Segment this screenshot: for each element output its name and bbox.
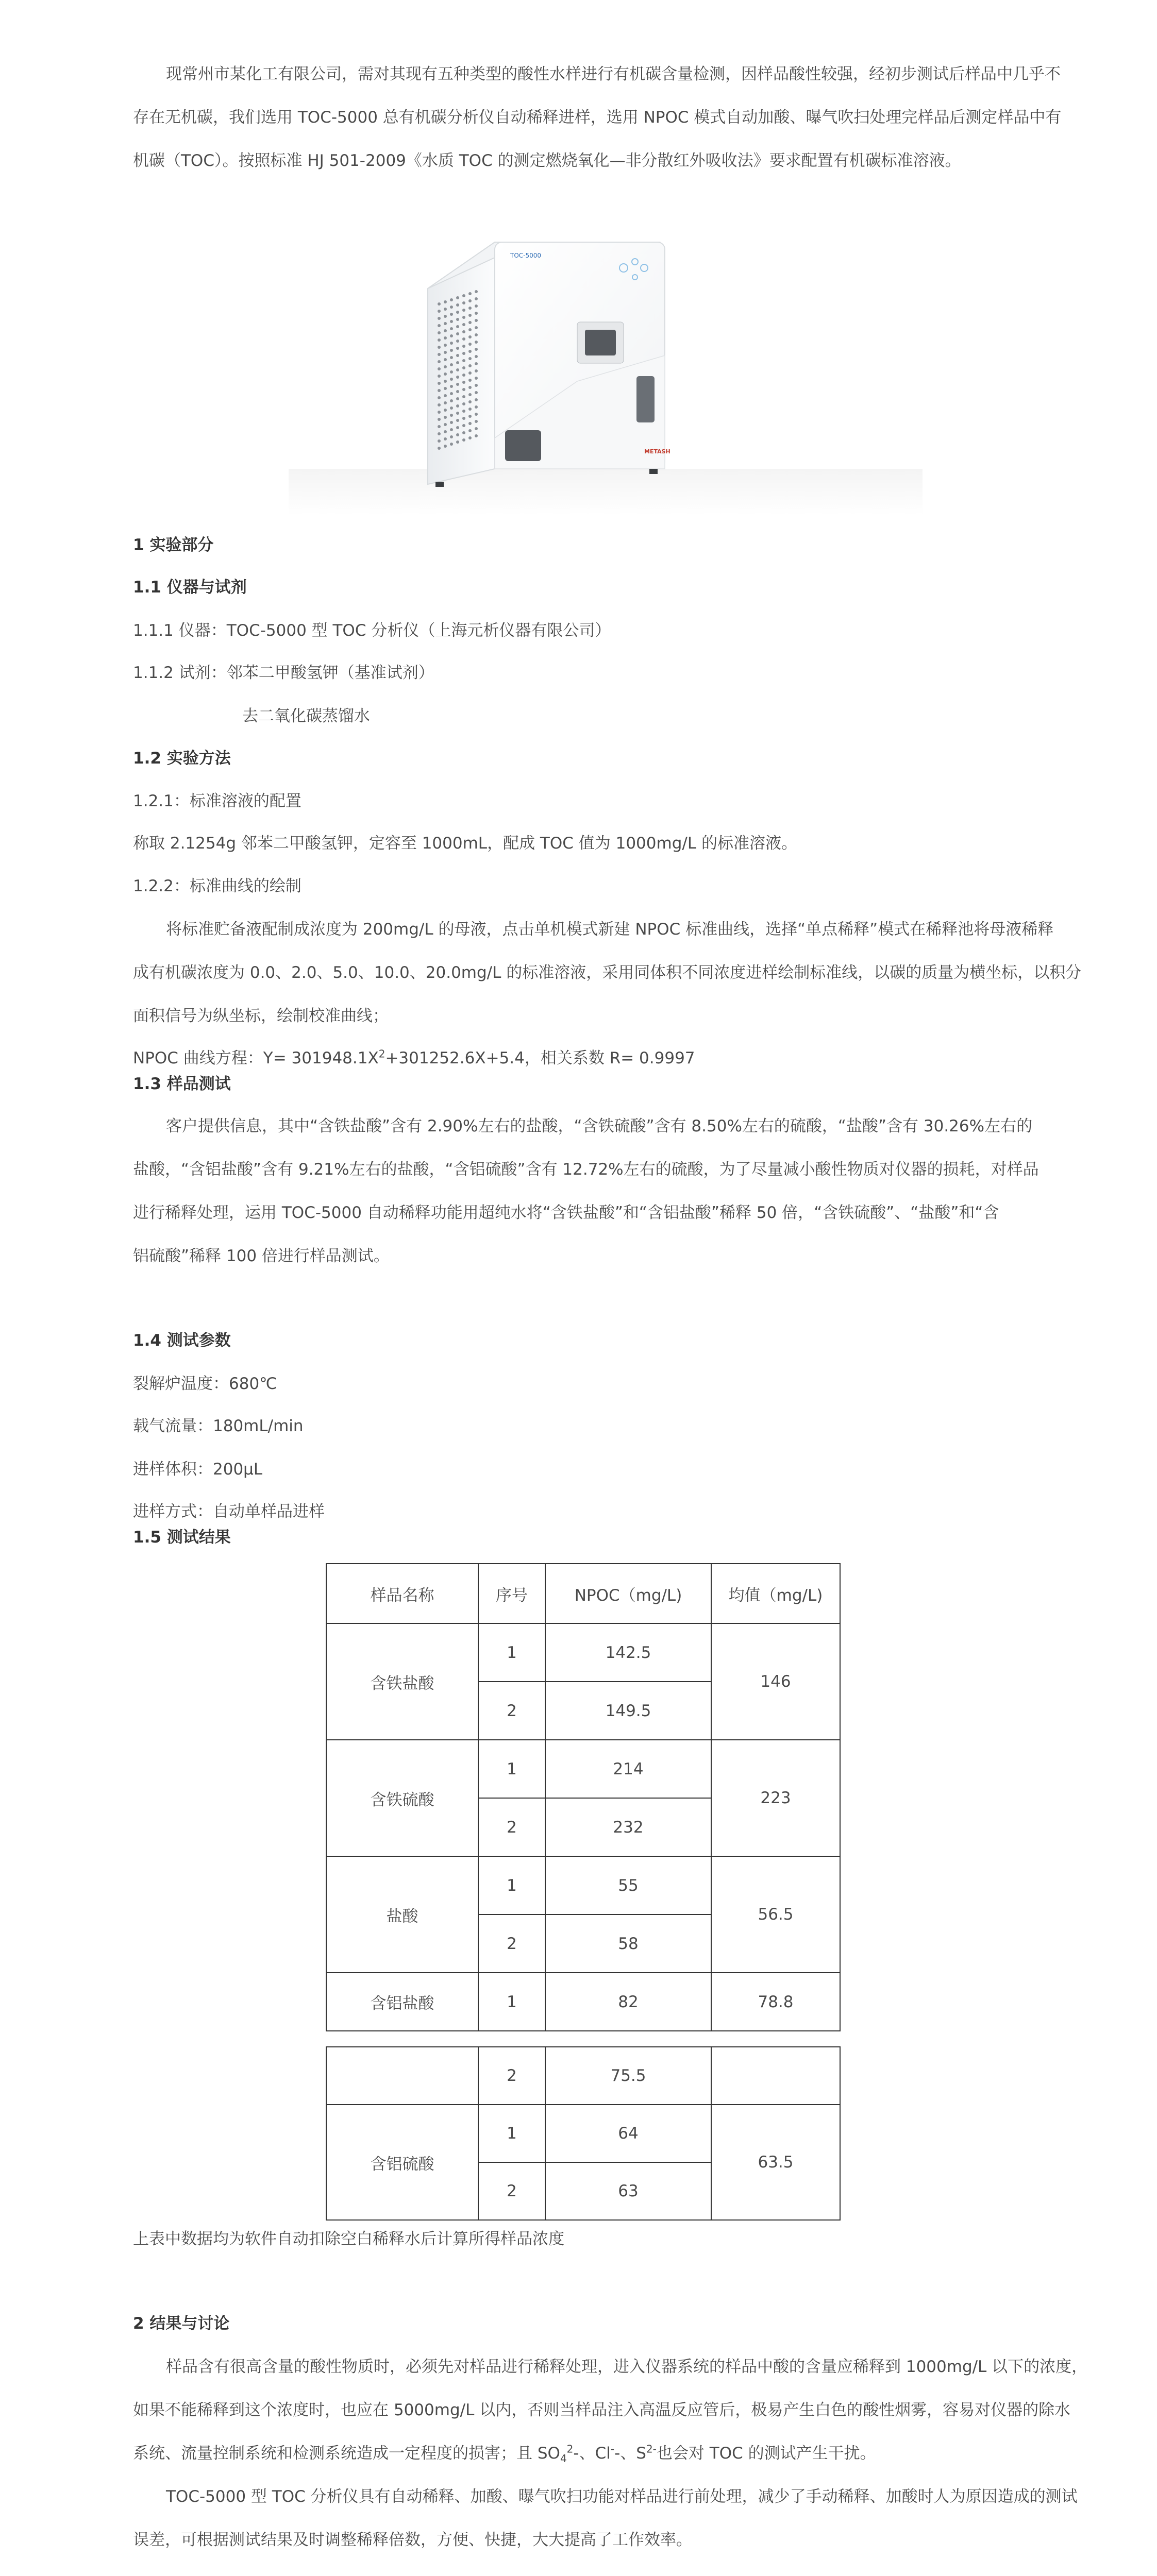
- npoc-cell: 63: [545, 2162, 711, 2220]
- mean-cell: 78.8: [711, 1973, 840, 2031]
- table-row: [326, 1856, 840, 1914]
- sample-name-cell: 盐酸: [326, 1856, 478, 1973]
- results-table-1: [326, 1563, 841, 2031]
- param-injection-mode: 进样方式：自动单样品进样: [133, 1502, 325, 1521]
- index-cell: 2: [478, 2047, 545, 2105]
- results-table-2: [326, 2046, 841, 2221]
- sample-para-line-1: 客户提供信息，其中“含铁盐酸”含有 2.90%左右的盐酸，“含铁硫酸”含有 8.50%左右的硫酸，“盐酸”含有 30.26%左右的: [166, 1117, 1033, 1136]
- index-cell: 1: [478, 2105, 545, 2162]
- npoc-cell: 232: [545, 1798, 711, 1856]
- heading-1: 1 实验部分: [133, 536, 214, 554]
- table-row: [326, 2047, 840, 2105]
- heading-1-5: 1.5 测试结果: [133, 1528, 231, 1547]
- heading-2: 2 结果与讨论: [133, 2314, 230, 2333]
- index-cell: 1: [478, 1856, 545, 1914]
- param-injection-volume: 进样体积：200μL: [133, 1460, 263, 1479]
- npoc-cell: 58: [545, 1914, 711, 1973]
- curve-para-line-3: 面积信号为纵坐标，绘制校准曲线；: [133, 1007, 389, 1025]
- index-cell: 2: [478, 1798, 545, 1856]
- index-cell: 1: [478, 1973, 545, 2031]
- discussion-para-1-line-2: 如果不能稀释到这个浓度时，也应在 5000mg/L 以内，否则当样品注入高温反应管后，极易产生白色的酸性烟雾，容易对仪器的除水: [133, 2401, 1071, 2419]
- table-row: [326, 1973, 840, 2031]
- discussion-para-2-line-2: 误差，可根据测试结果及时调整稀释倍数，方便、快捷，大大提高了工作效率。: [133, 2531, 692, 2549]
- index-cell: 1: [478, 1623, 545, 1682]
- header-npoc: NPOC（mg/L): [545, 1564, 711, 1623]
- table-row: [326, 1623, 840, 1682]
- sample-name-cell: 含铝盐酸: [326, 1973, 478, 2031]
- index-cell: 2: [478, 2162, 545, 2220]
- mean-cell: 63.5: [711, 2105, 840, 2220]
- index-cell: 2: [478, 1682, 545, 1740]
- sample-name-cell: 含铁硫酸: [326, 1740, 478, 1856]
- sample-name-cell: 含铝硫酸: [326, 2105, 478, 2220]
- header-index: 序号: [478, 1564, 545, 1623]
- curve-para-line-1: 将标准贮备液配制成浓度为 200mg/L 的母液，点击单机模式新建 NPOC 标准曲线，选择“单点稀释”模式在稀释池将母液稀释: [166, 920, 1054, 939]
- svg-text:TOC-5000: TOC-5000: [510, 252, 542, 259]
- item-1-2-1: 1.2.1：标准溶液的配置: [133, 792, 301, 810]
- npoc-cell: 214: [545, 1740, 711, 1798]
- table-note: 上表中数据均为软件自动扣除空白稀释水后计算所得样品浓度: [133, 2230, 564, 2248]
- index-cell: 1: [478, 1740, 545, 1798]
- sample-name-cell: [326, 2047, 478, 2105]
- mean-cell: 56.5: [711, 1856, 840, 1973]
- npoc-cell: 149.5: [545, 1682, 711, 1740]
- discussion-para-1-line-3: 系统、流量控制系统和检测系统造成一定程度的损害；且 $SO_4^2-$、Cl--、$S^{2-}$也会对 TOC 的测试产生干扰。: [133, 2443, 876, 2465]
- toc-analyzer-image: [289, 227, 923, 515]
- curve-para-line-2: 成有机碳浓度为 0.0、2.0、5.0、10.0、20.0mg/L 的标准溶液，采用同体积不同浓度进样绘制标准线，以碳的质量为横坐标，以积分: [133, 963, 1082, 982]
- item-1-2-2: 1.2.2：标准曲线的绘制: [133, 877, 301, 895]
- discussion-para-1-line-1: 样品含有很高含量的酸性物质时，必须先对样品进行稀释处理，进入仪器系统的样品中酸的含量应稀释到 1000mg/L 以下的浓度，: [166, 2358, 1088, 2376]
- header-sample-name: 样品名称: [326, 1564, 478, 1623]
- header-mean: 均值（mg/L): [711, 1564, 840, 1623]
- npoc-cell: 142.5: [545, 1623, 711, 1682]
- discussion-para-2-line-1: TOC-5000 型 TOC 分析仪具有自动稀释、加酸、曝气吹扫功能对样品进行前处理，减少了手动稀释、加酸时人为原因造成的测试: [166, 2487, 1078, 2506]
- table-header-row: [326, 1564, 840, 1623]
- npoc-cell: 75.5: [545, 2047, 711, 2105]
- item-1-1-1: 1.1.1 仪器：TOC-5000 型 TOC 分析仪（上海元析仪器有限公司）: [133, 621, 611, 640]
- heading-1-3: 1.3 样品测试: [133, 1075, 231, 1093]
- param-carrier-flow: 载气流量：180mL/min: [133, 1417, 304, 1435]
- sample-para-line-4: 铝硫酸”稀释 100 倍进行样品测试。: [133, 1247, 390, 1265]
- sample-para-line-3: 进行稀释处理，运用 TOC-5000 自动稀释功能用超纯水将“含铁盐酸”和“含铝盐酸”稀释 50 倍，“含铁硫酸”、“盐酸”和“含: [133, 1204, 999, 1222]
- intro-line-3: 机碳（TOC）。按照标准 HJ 501-2009《水质 TOC 的测定燃烧氧化—非分散红外吸收法》要求配置有机碳标准溶液。: [133, 151, 961, 170]
- curve-equation: NPOC 曲线方程：$Y= 301948.1X^2+301252.6X+5.4$，相关系数 R= 0.9997: [133, 1047, 695, 1067]
- table-row: [326, 2105, 840, 2162]
- intro-line-1: 现常州市某化工有限公司，需对其现有五种类型的酸性水样进行有机碳含量检测，因样品酸性较强，经初步测试后样品中几乎不: [166, 65, 1061, 83]
- svg-text:METASH: METASH: [644, 448, 670, 455]
- heading-1-4: 1.4 测试参数: [133, 1331, 231, 1350]
- sample-name-cell: 含铁盐酸: [326, 1623, 478, 1740]
- npoc-cell: 82: [545, 1973, 711, 2031]
- item-1-2-1-text: 称取 2.1254g 邻苯二甲酸氢钾，定容至 1000mL，配成 TOC 值为 1000mg/L 的标准溶液。: [133, 834, 797, 853]
- index-cell: 2: [478, 1914, 545, 1973]
- table-row: [326, 1740, 840, 1798]
- item-1-1-2: 1.1.2 试剂：邻苯二甲酸氢钾（基准试剂）: [133, 664, 434, 682]
- npoc-cell: 55: [545, 1856, 711, 1914]
- npoc-cell: 64: [545, 2105, 711, 2162]
- intro-line-2: 存在无机碳，我们选用 TOC-5000 总有机碳分析仪自动稀释进样，选用 NPOC 模式自动加酸、曝气吹扫处理完样品后测定样品中有: [133, 108, 1062, 127]
- sample-para-line-2: 盐酸，“含铝盐酸”含有 9.21%左右的盐酸，“含铝硫酸”含有 12.72%左右的硫酸，为了尽量减小酸性物质对仪器的损耗，对样品: [133, 1160, 1039, 1179]
- mean-cell: 146: [711, 1623, 840, 1740]
- item-1-1-2-b: 去二氧化碳蒸馏水: [242, 707, 370, 725]
- heading-1-2: 1.2 实验方法: [133, 749, 231, 768]
- heading-1-1: 1.1 仪器与试剂: [133, 578, 247, 597]
- mean-cell: 223: [711, 1740, 840, 1856]
- param-furnace-temp: 裂解炉温度：680℃: [133, 1375, 277, 1393]
- mean-cell: [711, 2047, 840, 2105]
